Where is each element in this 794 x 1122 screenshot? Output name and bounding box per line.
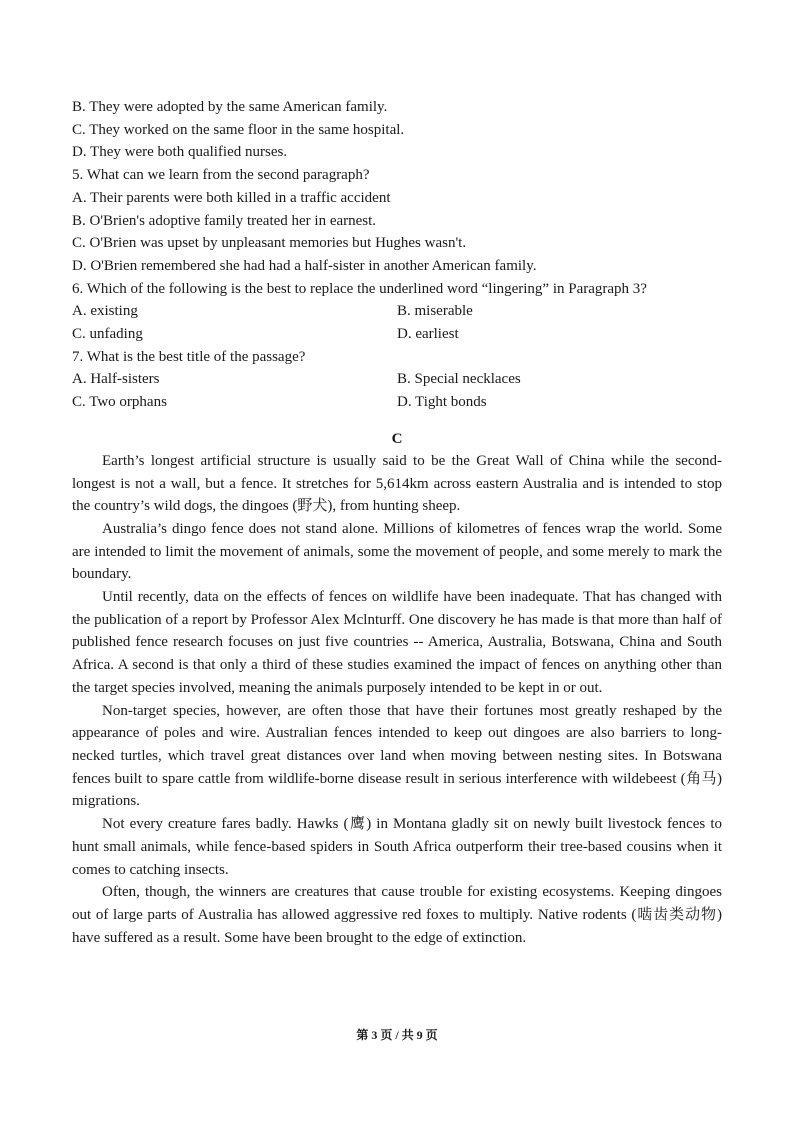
option-line: D. They were both qualified nurses. (72, 144, 288, 161)
q7-option-d: D. Tight bonds (397, 394, 487, 411)
option-line: B. They were adopted by the same American family. (72, 99, 388, 115)
passage-paragraph: Until recently, data on the effects of fences on wildlife have been inadequate. That has changed with the publication of a report by Professor Alex Mclnturff. One discovery he has made is that more than half of published fence research focuses on just five countries -- America, Australia, Botswana, China and South Africa. A second is that only a third of these studies examined the impact of fences on anything other than the target species involved, meaning the animals purposely intended to be kept in or out. (72, 589, 722, 696)
page-content (72, 96, 722, 949)
q7-option-a: A. Half-sisters (72, 371, 160, 388)
passage-paragraph: Australia’s dingo fence does not stand alone. Millions of kilometres of fences wrap the world. Some are intended to limit the movement of animals, some the movement of people, and some merely to mark the boundary. (72, 520, 722, 583)
q6-options-row-1 (72, 300, 722, 323)
section-title: C (391, 430, 403, 447)
q6-options-row-2 (72, 323, 722, 346)
passage-paragraph: Not every creature fares badly. Hawks (鹰) in Montana gladly sit on newly built livestock fences to hunt small animals, while fence-based spiders in South Africa outperform their tree-based cousins when it comes to catching insects. (72, 816, 722, 878)
q6-option-b: B. miserable (397, 303, 473, 320)
question-stem: 5. What can we learn from the second paragraph? (72, 167, 370, 184)
q7-option-b: B. Special necklaces (397, 371, 521, 388)
q7-option-c: C. Two orphans (72, 394, 167, 411)
q6-option-d: D. earliest (397, 326, 459, 343)
q6-option-a: A. existing (72, 303, 138, 320)
passage-paragraph: Often, though, the winners are creatures that cause trouble for existing ecosystems. Keeping dingoes out of large parts of Australia has allowed aggressive red foxes to multiply. Native rodents (啮齿类动物) have suffered as a result. Some have been brought to the edge of extinction. (72, 884, 722, 946)
option-line: C. They worked on the same floor in the same hospital. (72, 121, 405, 138)
option-line: D. O'Brien remembered she had had a half-sister in another American family. (72, 257, 537, 274)
option-line: C. O'Brien was upset by unpleasant memories but Hughes wasn't. (72, 235, 467, 252)
q7-options-row-2 (72, 391, 722, 414)
q7-options-row-1 (72, 368, 722, 391)
passage-paragraph: Earth’s longest artificial structure is usually said to be the Great Wall of China while the second-longest is not a wall, but a fence. It stretches for 5,614km across eastern Australia and is intended to stop the country’s wild dogs, the dingoes (野犬), from hunting sheep. (72, 452, 722, 515)
page-footer: 第 3 页 / 共 9 页 (356, 1028, 438, 1042)
question-stem: 6. Which of the following is the best to replace the underlined word “lingering” in Paragraph 3? (72, 280, 647, 297)
option-line: A. Their parents were both killed in a traffic accident (72, 189, 391, 206)
option-line: B. O'Brien's adoptive family treated her in earnest. (72, 212, 377, 229)
passage-paragraph: Non-target species, however, are often those that have their fortunes most greatly reshaped by the appearance of poles and wire. Australian fences intended to keep out dingoes are also barriers to long-necked turtles, which travel great distances over land when moving between nesting sites. In Botswana fences built to spare cattle from wildlife-borne disease result in serious interference with wildebeest (角马) migrations. (72, 702, 722, 810)
question-stem: 7. What is the best title of the passage? (72, 348, 306, 365)
q6-option-c: C. unfading (72, 326, 143, 343)
